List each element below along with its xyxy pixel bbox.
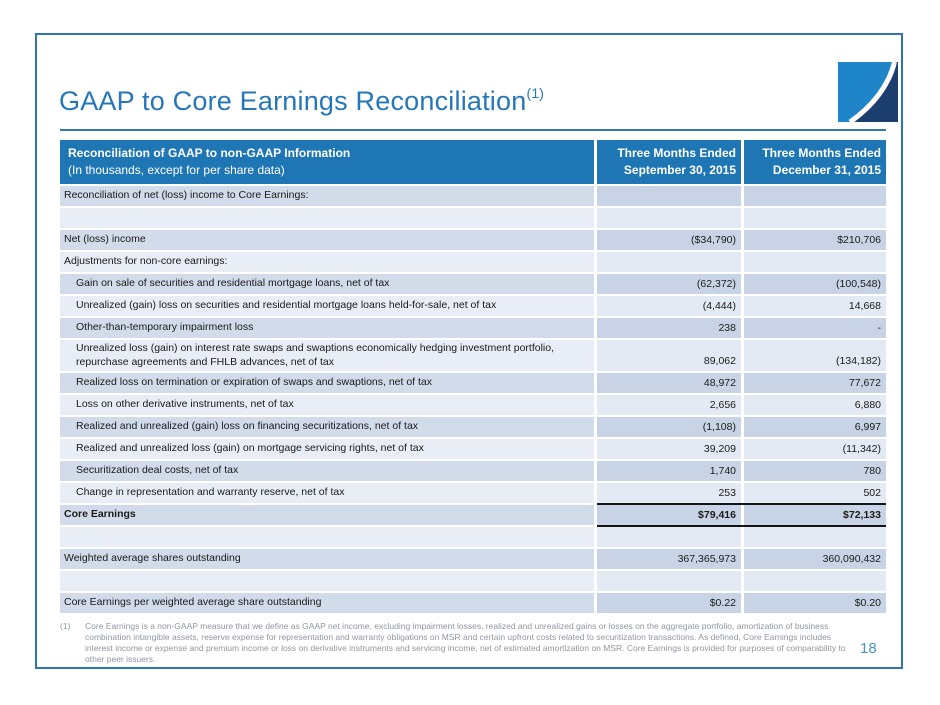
row-label: Realized and unrealized (gain) loss on financing securitizations, net of tax [60,417,594,437]
row-label: Change in representation and warranty reserve, net of tax [60,483,594,503]
col1-header-line1: Three Months Ended [617,146,736,160]
row-value-dec31 [744,571,886,591]
table-row [60,252,886,272]
footnote-marker: (1) [60,621,71,631]
row-label: Loss on other derivative instruments, net of tax [60,395,594,415]
table-row [60,274,886,294]
row-value-dec31 [744,208,886,228]
row-label: Securitization deal costs, net of tax [60,461,594,481]
table-row [60,593,886,613]
row-value-sep30: ($34,790) [597,230,741,250]
row-label: Core Earnings [60,505,594,525]
row-value-dec31: $0.20 [744,593,886,613]
row-label: Adjustments for non-core earnings: [60,252,594,272]
table-row [60,439,886,459]
row-value-sep30: 2,656 [597,395,741,415]
row-value-dec31 [744,527,886,547]
title-divider [60,129,886,131]
col2-header-line2: December 31, 2015 [772,163,881,177]
row-value-sep30: 253 [597,483,741,503]
row-value-dec31: - [744,318,886,338]
row-value-dec31: (11,342) [744,439,886,459]
table-row [60,395,886,415]
row-label: Gain on sale of securities and residential mortgage loans, net of tax [60,274,594,294]
row-value-sep30: (1,108) [597,417,741,437]
table-row [60,373,886,393]
table-row [60,417,886,437]
row-label [60,527,594,547]
row-label: Unrealized loss (gain) on interest rate swaps and swaptions economically hedging investment portfolio, repurchase agreements and FHLB advances, net of tax [60,340,594,371]
page-title [59,80,544,117]
row-value-sep30: 367,365,973 [597,549,741,569]
table-row [60,186,886,206]
table-row-spacer [60,208,886,228]
row-value-sep30 [597,208,741,228]
table-row [60,483,886,503]
row-value-sep30: 48,972 [597,373,741,393]
row-label: Weighted average shares outstanding [60,549,594,569]
row-value-dec31: $210,706 [744,230,886,250]
row-value-sep30: 39,209 [597,439,741,459]
row-value-sep30 [597,527,741,547]
table-row-spacer [60,571,886,591]
page-title-text: GAAP to Core Earnings Reconciliation [59,86,527,116]
table-header-col-dec31 [744,140,886,184]
footnote-text: Core Earnings is a non-GAAP measure that we define as GAAP net income, excluding impairment losses, realized and unrealized gains or losses on the aggregate portfolio, amortization of business combination intangible assets, reserve expense for representation and warranty obligations on MSR and certain upfront costs related to securitization transactions. As defined, Core Earnings includes interest income or expense and premium income or loss on derivative instruments and servicing income, net of estimated amortization on MSR. Core Earnings is provided for purposes of comparability to other peer issuers. [85,621,846,664]
table-row [60,230,886,250]
row-value-dec31 [744,252,886,272]
row-value-sep30 [597,571,741,591]
footnote [60,621,852,665]
row-value-dec31: 780 [744,461,886,481]
row-value-sep30: 89,062 [597,340,741,371]
row-value-sep30: 1,740 [597,461,741,481]
row-value-dec31: 77,672 [744,373,886,393]
row-label: Unrealized (gain) loss on securities and residential mortgage loans held-for-sale, net of tax [60,296,594,316]
col1-header-line2: September 30, 2015 [623,163,736,177]
table-header-col-sep30 [597,140,741,184]
table-body [60,186,886,613]
reconciliation-table [60,140,886,613]
table-row-spacer [60,527,886,547]
row-label [60,208,594,228]
row-value-sep30: $0.22 [597,593,741,613]
row-label: Realized and unrealized loss (gain) on mortgage servicing rights, net of tax [60,439,594,459]
title-footnote-marker: (1) [526,85,545,101]
row-value-sep30 [597,252,741,272]
table-row [60,318,886,338]
row-value-dec31: $72,133 [744,505,886,525]
row-value-dec31: 360,090,432 [744,549,886,569]
row-value-dec31: 502 [744,483,886,503]
row-label: Other-than-temporary impairment loss [60,318,594,338]
row-label: Realized loss on termination or expiration of swaps and swaptions, net of tax [60,373,594,393]
table-header-subtitle: (In thousands, except for per share data) [68,163,285,177]
row-value-sep30: $79,416 [597,505,741,525]
table-header-title: Reconciliation of GAAP to non-GAAP Information [68,146,351,160]
row-label: Reconciliation of net (loss) income to Core Earnings: [60,186,594,206]
row-label [60,571,594,591]
row-value-dec31: 14,668 [744,296,886,316]
table-header [60,140,886,184]
col2-header-line1: Three Months Ended [762,146,881,160]
table-header-label-cell [60,140,594,184]
row-value-dec31: (134,182) [744,340,886,371]
row-value-sep30: 238 [597,318,741,338]
row-label: Core Earnings per weighted average share outstanding [60,593,594,613]
table-row [60,296,886,316]
row-value-sep30 [597,186,741,206]
table-row [60,549,886,569]
page-number: 18 [860,640,877,657]
row-value-dec31: (100,548) [744,274,886,294]
table-row [60,505,886,525]
company-logo-icon [838,62,898,122]
company-logo [838,62,898,122]
row-label: Net (loss) income [60,230,594,250]
row-value-sep30: (62,372) [597,274,741,294]
table-row [60,461,886,481]
row-value-dec31: 6,997 [744,417,886,437]
row-value-sep30: (4,444) [597,296,741,316]
row-value-dec31: 6,880 [744,395,886,415]
row-value-dec31 [744,186,886,206]
table-row [60,340,886,371]
